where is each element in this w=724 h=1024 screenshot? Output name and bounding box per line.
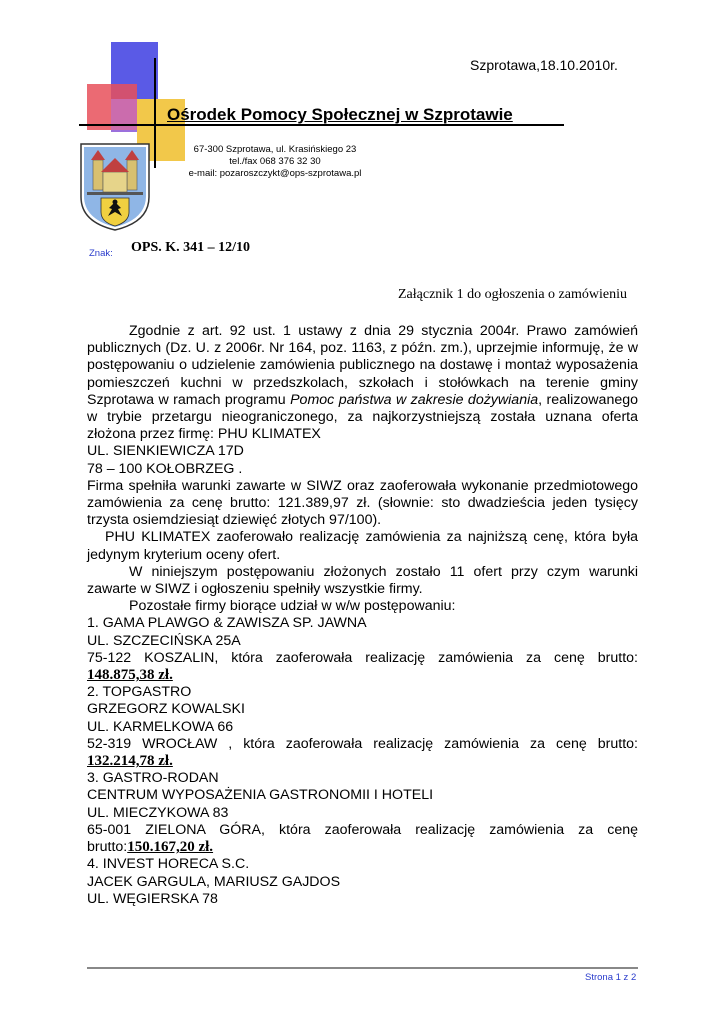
intro-text: Zgodnie z art. 92 ust. 1 ustawy z dnia 29 stycznia 2004r. Prawo zamówień publicznych (Dz. U. z 2006r. Nr 164, poz. 1163, z późn. zm.), uprzejmie informuję, że w postępowaniu o udzielenie zamówienia publicznego na dostawę i montaż wyposażenia pomieszczeń kuchni w przedszkolach, szkołach i stołówkach na terenie gminy Szprotawa w ramach programu xyxy=(87,323,638,408)
attachment-title: Załącznik 1 do ogłoszenia o zamówieniu xyxy=(398,287,627,302)
firm2-city: 52-319 WROCŁAW , która zaoferowała realizację zamówienia za cenę brutto: xyxy=(87,735,638,752)
footer-divider xyxy=(87,967,638,969)
firm3-desc: CENTRUM WYPOSAŻENIA GASTRONOMII I HOTELI xyxy=(87,787,434,804)
firm3-street: UL. MIECZYKOWA 83 xyxy=(87,804,229,821)
document-date: Szprotawa,18.10.2010r. xyxy=(470,57,618,73)
firm3-name: 3. GASTRO-RODAN xyxy=(87,770,219,787)
paragraph-price: Firma spełniła warunki zawarte w SIWZ oraz zaoferowała wykonanie przedmiotowego zamówienia za cenę brutto: 121.389,97 zł. (słownie: sto dwadzieścia jeden tysięcy trzysta osiemdziesiąt dziewięć złotych 97/100). xyxy=(87,477,638,529)
paragraph-offers: W niniejszym postępowaniu złożonych zostało 11 ofert przy czym warunki zawarte w SIWZ i ogłoszeniu spełniły wszystkie firmy. xyxy=(87,563,638,598)
paragraph-criterion: PHU KLIMATEX zaoferowało realizację zamówienia za najniższą cenę, która była jedynym kryterium oceny ofert. xyxy=(87,529,638,563)
address-email: e-mail: pozaroszczykt@ops-szprotawa.pl xyxy=(188,168,362,179)
decor-overlap-square xyxy=(111,99,137,132)
page-number: Strona 1 z 2 xyxy=(585,972,637,983)
firm4-street: UL. WĘGIERSKA 78 xyxy=(87,890,218,907)
winner-street: UL. SIENKIEWICZA 17D xyxy=(87,443,244,460)
letter-body xyxy=(87,323,638,908)
reference-label: Znak: xyxy=(89,248,113,259)
firm3-brutto-label: brutto: xyxy=(87,839,128,856)
firm2-name: 2. TOPGASTRO xyxy=(87,684,192,701)
firm1-street: UL. SZCZECIŃSKA 25A xyxy=(87,632,241,649)
firm1-name: 1. GAMA PLAWGO & ZAWISZA SP. JAWNA xyxy=(87,615,367,632)
coat-of-arms-icon xyxy=(79,142,151,232)
paragraph-intro xyxy=(87,323,638,443)
firm4-owners: JACEK GARGULA, MARIUSZ GAJDOS xyxy=(87,873,341,890)
address-block xyxy=(170,144,380,180)
reference-number: OPS. K. 341 – 12/10 xyxy=(131,240,251,255)
address-phone: tel./fax 068 376 32 30 xyxy=(229,156,321,167)
winner-city: 78 – 100 KOŁOBRZEG . xyxy=(87,460,243,477)
firm2-owner: GRZEGORZ KOWALSKI xyxy=(87,701,245,718)
firm1-city: 75-122 KOSZALIN, która zaoferowała realizację zamówienia za cenę brutto: xyxy=(87,649,638,666)
firm4-name: 4. INVEST HORECA S.C. xyxy=(87,856,250,873)
firm3-price: 150.167,20 zł. xyxy=(127,839,214,856)
firm1-price: 148.875,38 zł. xyxy=(87,667,173,684)
intro-text-cont: , realizowanego w trybie przetargu nieograniczonego, za najkorzystniejszą została uznana oferta złożona przez firmę: PHU KLIMATEX xyxy=(87,391,638,443)
firm2-street: UL. KARMELKOWA 66 xyxy=(87,718,234,735)
firm2-price: 132.214,78 zł. xyxy=(87,753,173,770)
paragraph-other-firms: Pozostałe firmy biorące udział w w/w postępowaniu: xyxy=(129,598,456,615)
program-name: Pomoc państwa w zakresie dożywiania xyxy=(290,391,539,408)
organization-name: Ośrodek Pomocy Społecznej w Szprotawie xyxy=(167,105,513,124)
address-street: 67-300 Szprotawa, ul. Krasińskiego 23 xyxy=(193,144,357,155)
decor-vertical-line xyxy=(154,58,156,168)
firm3-city: 65-001 ZIELONA GÓRA, która zaoferowała realizację zamówienia za cenę xyxy=(87,821,638,838)
